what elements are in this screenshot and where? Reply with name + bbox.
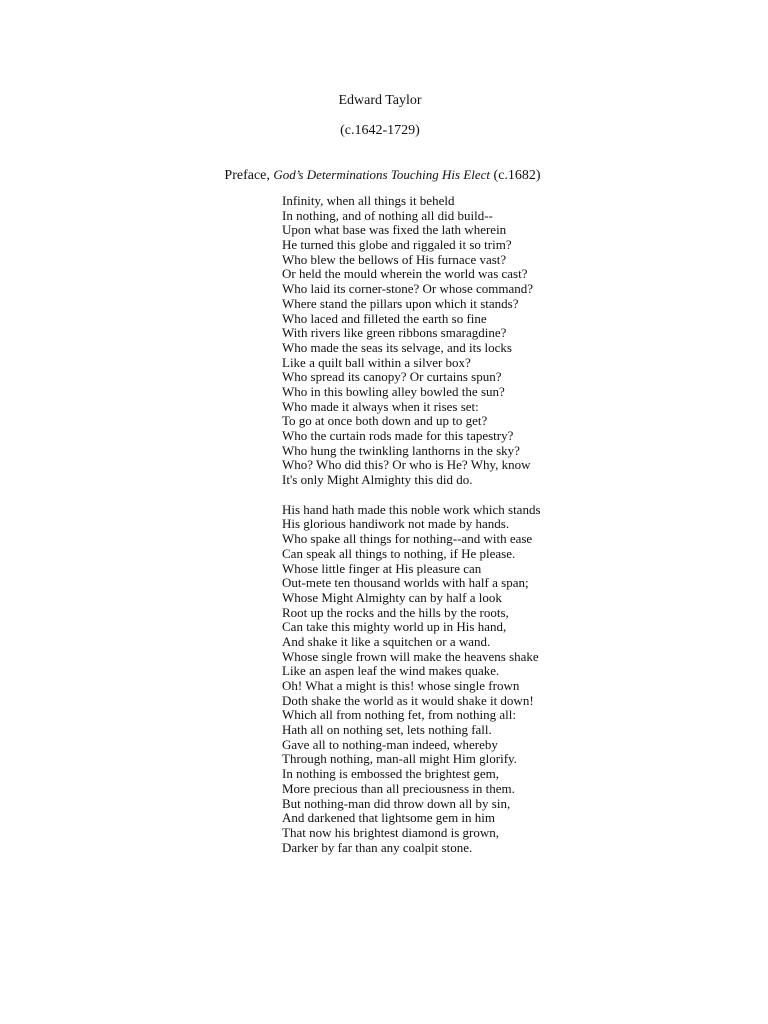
- title-prefix: Preface,: [224, 168, 274, 183]
- poem-line: Where stand the pillars upon which it stands?: [282, 295, 519, 311]
- poem-line: Who blew the bellows of His furnace vast?: [282, 251, 507, 267]
- poem-line: Who laced and filleted the earth so fine: [282, 310, 487, 326]
- poem-line: His hand hath made this noble work which stands: [282, 501, 541, 517]
- poem-line: He turned this globe and riggaled it so trim?: [282, 237, 512, 253]
- poem-line: Like a quilt ball within a silver box?: [282, 354, 471, 370]
- poem-line: Gave all to nothing-man indeed, whereby: [282, 736, 498, 752]
- poem-line: Who spake all things for nothing--and with ease: [282, 531, 533, 547]
- poem-line: More precious than all preciousness in them.: [282, 780, 515, 796]
- title-work: God’s Determinations Touching His Elect: [273, 167, 491, 182]
- title-suffix: (c.1682): [490, 168, 541, 183]
- poem-line: And darkened that lightsome gem in him: [282, 810, 496, 826]
- poem-line: Like an aspen leaf the wind makes quake.: [282, 663, 500, 679]
- poem-line: Infinity, when all things it beheld: [282, 193, 455, 208]
- poem-line: And shake it like a squitchen or a wand.: [282, 633, 491, 649]
- poem-line: In nothing is embossed the brightest gem,: [282, 766, 500, 782]
- poem-line: Can take this mighty world up in His hand,: [282, 619, 507, 635]
- poem-line: Darker by far than any coalpit stone.: [282, 839, 473, 855]
- poem-line: Whose little finger at His pleasure can: [282, 560, 482, 576]
- poem-line: That now his brightest diamond is grown,: [282, 824, 500, 840]
- poem-line: Who the curtain rods made for this tapestry?: [282, 428, 514, 443]
- poem-line: Upon what base was fixed the lath wherein: [282, 222, 507, 238]
- poem-line: Who made the seas its selvage, and its locks: [282, 339, 512, 355]
- poem-line: Whose Might Almighty can by half a look: [282, 589, 502, 605]
- poem-line: Whose single frown will make the heavens shake: [282, 648, 539, 664]
- poem-line: Hath all on nothing set, lets nothing fall.: [282, 722, 492, 738]
- poem-line: Doth shake the world as it would shake it down!: [282, 692, 534, 708]
- author-dates: (c.1642-1729): [340, 123, 420, 138]
- poem-line: Who made it always when it rises set:: [282, 398, 479, 414]
- poem-line: His glorious handiwork not made by hands.: [282, 516, 510, 532]
- poem-line: Through nothing, man-all might Him glorify.: [282, 751, 517, 767]
- poem-line: Who laid its corner-stone? Or whose command?: [282, 281, 533, 297]
- poem-body: [282, 194, 752, 855]
- poem-title: [0, 166, 765, 185]
- stanza-1: [282, 194, 752, 488]
- poem-line: Or held the mould wherein the world was cast?: [282, 266, 528, 282]
- poem-line: Who? Who did this? Or who is He? Why, know: [282, 457, 531, 473]
- poem-line: In nothing, and of nothing all did build--: [282, 207, 493, 223]
- poem-line: Who hung the twinkling lanthorns in the sky?: [282, 442, 520, 458]
- poem-line: Can speak all things to nothing, if He please.: [282, 545, 516, 561]
- poem-line: It's only Might Almighty this did do.: [282, 472, 473, 488]
- poem-line: Oh! What a might is this! whose single frown: [282, 678, 520, 693]
- poem-line: Who in this bowling alley bowled the sun?: [282, 383, 505, 399]
- poem-line: Which all from nothing fet, from nothing all:: [282, 707, 516, 723]
- poem-line: To go at once both down and up to get?: [282, 413, 488, 429]
- author-name: Edward Taylor: [338, 93, 422, 108]
- poem-line: But nothing-man did throw down all by sin,: [282, 795, 511, 811]
- poem-line: Root up the rocks and the hills by the roots,: [282, 604, 509, 620]
- poem-line: Out-mete ten thousand worlds with half a span;: [282, 575, 529, 591]
- poem-line: With rivers like green ribbons smaragdine?: [282, 325, 507, 341]
- poem-line: Who spread its canopy? Or curtains spun?: [282, 369, 502, 385]
- stanza-2: [282, 503, 752, 856]
